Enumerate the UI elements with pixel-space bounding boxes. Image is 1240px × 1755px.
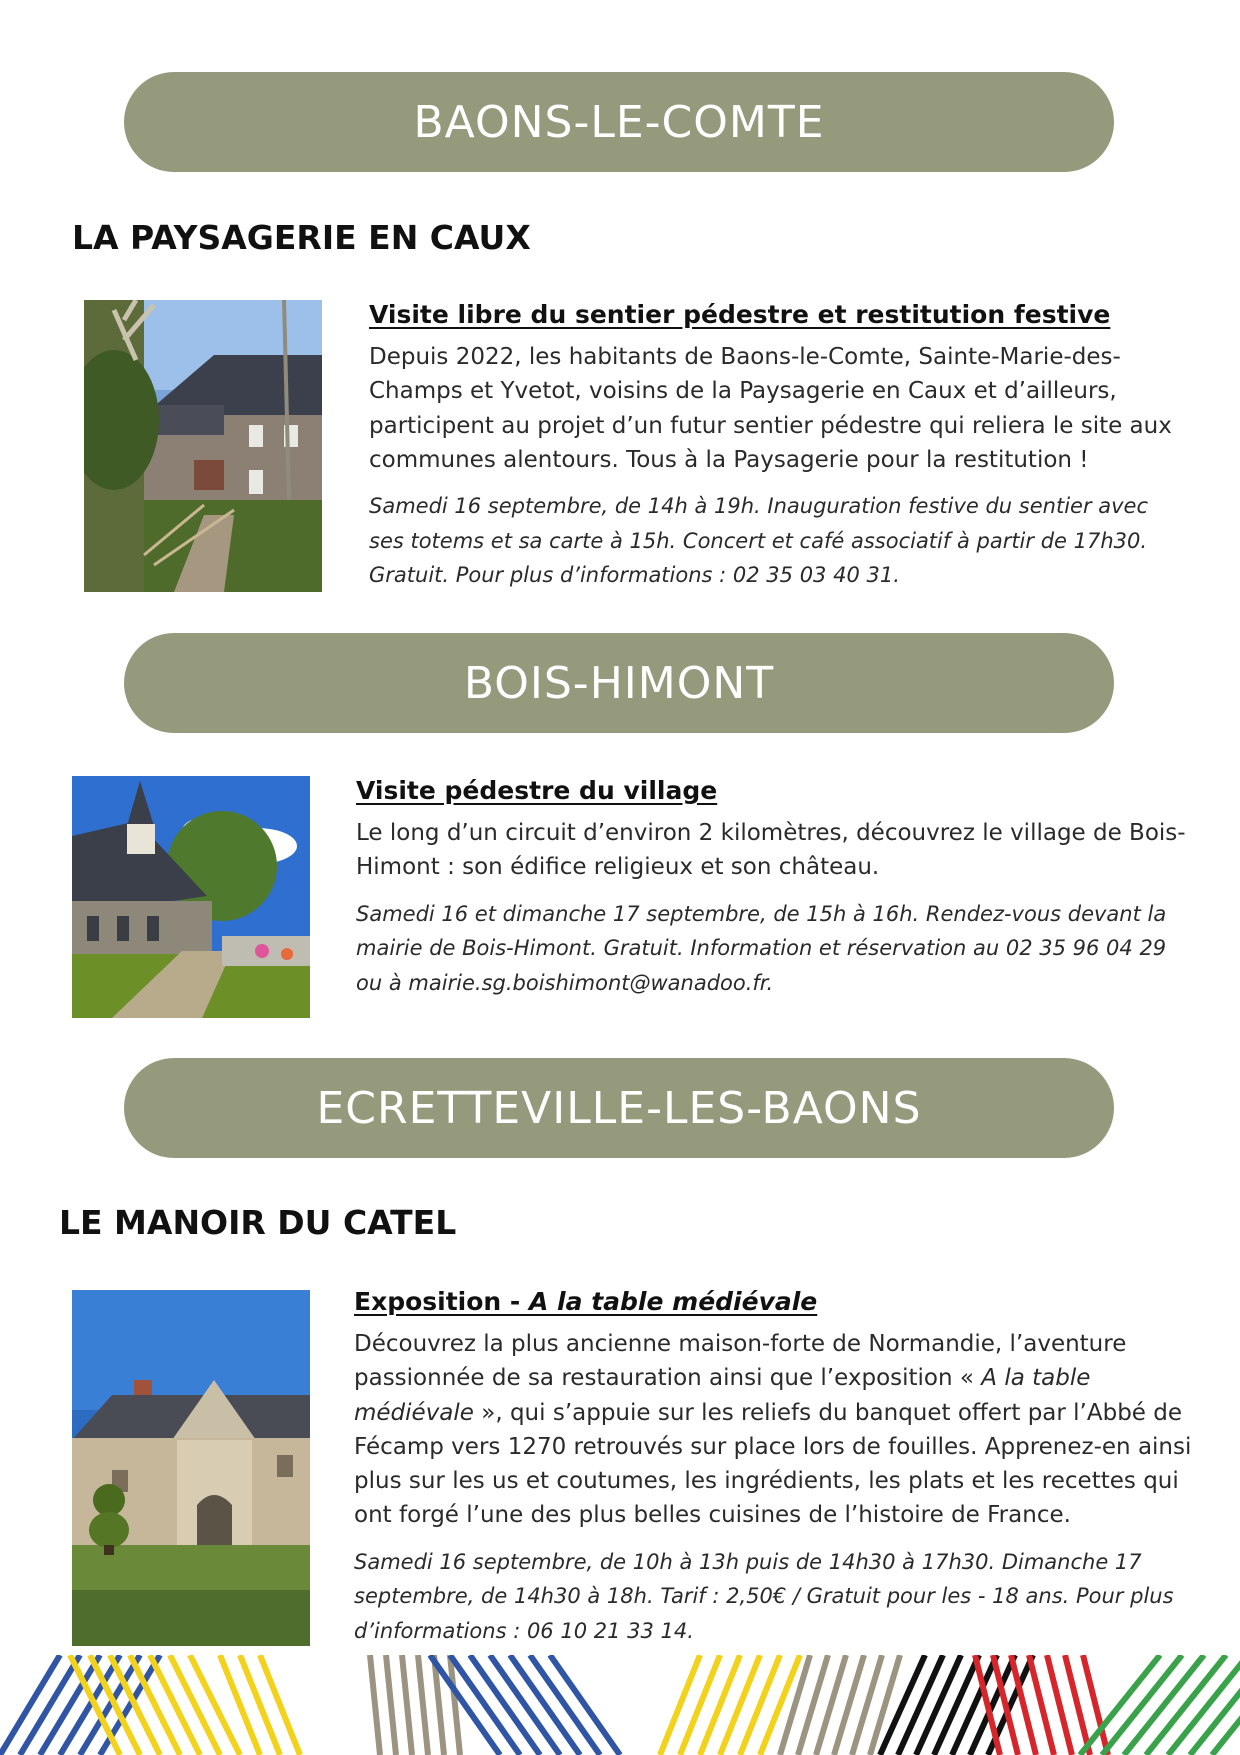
- event-info: Samedi 16 septembre, de 10h à 13h puis de 14h30 à 17h30. Dimanche 17 septembre, de 14h30 à 18h. Tarif : 2,50€ / Gratuit pour les - 18 ans. Pour plus d’informations : 06 10 21 33 14.: [354, 1549, 1174, 1643]
- stripe-line: [1146, 1655, 1226, 1755]
- event-title: [354, 1285, 1194, 1319]
- event-title-italic: A la table médiévale: [529, 1287, 818, 1316]
- town-name: BOIS-HIMONT: [463, 657, 775, 709]
- event-info: Samedi 16 et dimanche 17 septembre, de 15h à 16h. Rendez-vous devant la mairie de Bois-Himont. Gratuit. Information et réservation au 02 35 96 04 29 ou à mairie.sg.boishimont@wanadoo.fr.: [356, 901, 1167, 995]
- stripe-line: [1102, 1655, 1182, 1755]
- section-banner-bois-himont: [124, 633, 1114, 733]
- event-description: Le long d’un circuit d’environ 2 kilomètres, découvrez le village de Bois-Himont : son édifice religieux et son château.: [356, 820, 1186, 881]
- stripe-line: [1124, 1655, 1204, 1755]
- stripe-line: [386, 1655, 396, 1755]
- event-block: [354, 1285, 1194, 1648]
- stripe-line: [418, 1655, 428, 1755]
- desc-italic: A la table médiévale: [354, 1365, 1091, 1426]
- event-info: Samedi 16 septembre, de 14h à 19h. Inauguration festive du sentier avec ses totems et sa carte à 15h. Concert et café associatif à partir de 17h30. Gratuit. Pour plus d’informations : 02 35 03 40 31.: [369, 494, 1149, 588]
- decorative-stripes: [0, 1655, 1240, 1755]
- stripe-line: [700, 1655, 740, 1755]
- section-banner-ecretteville-les-baons: [124, 1058, 1114, 1158]
- stripe-line: [490, 1655, 560, 1755]
- stripe-line: [370, 1655, 380, 1755]
- stripe-line: [740, 1655, 780, 1755]
- town-name: BAONS-LE-COMTE: [413, 96, 825, 148]
- event-block: [369, 298, 1189, 593]
- event-title: Visite libre du sentier pédestre et restitution festive: [369, 300, 1111, 329]
- stripe-line: [470, 1655, 540, 1755]
- event-description: [354, 1327, 1194, 1533]
- stripe-line: [1080, 1655, 1160, 1755]
- stripe-line: [720, 1655, 760, 1755]
- manoir-photo: [72, 1290, 310, 1646]
- event-title-prefix: Exposition -: [354, 1287, 529, 1316]
- stripe-line: [220, 1655, 260, 1755]
- desc-part1: Découvrez la plus ancienne maison-forte de Normandie, l’aventure passionnée de sa restauration ainsi que l’exposition «: [354, 1331, 1127, 1392]
- stripe-line: [510, 1655, 580, 1755]
- stripe-line: [550, 1655, 620, 1755]
- paysagerie-photo: [84, 300, 322, 592]
- town-name: ECRETTEVILLE-LES-BAONS: [316, 1082, 922, 1134]
- stripe-line: [260, 1655, 300, 1755]
- bois-himont-photo: [72, 776, 310, 1018]
- site-title: LE MANOIR DU CATEL: [59, 1203, 457, 1242]
- stripe-line: [680, 1655, 720, 1755]
- desc-part2: », qui s’appuie sur les reliefs du banquet offert par l’Abbé de Fécamp vers 1270 retrouvés sur place lors de fouilles. Apprenez-en ainsi plus sur les us et coutumes, les ingrédients, les plats et les recettes qui ont forgé l’une des plus belles cuisines de l’histoire de France.: [354, 1399, 1192, 1529]
- site-title: LA PAYSAGERIE EN CAUX: [72, 218, 531, 257]
- event-block: [356, 774, 1186, 1000]
- stripe-line: [402, 1655, 412, 1755]
- event-description: Depuis 2022, les habitants de Baons-le-Comte, Sainte-Marie-des-Champs et Yvetot, voisins de la Paysagerie en Caux et d’ailleurs, participent au projet d’un futur sentier pédestre qui reliera le site aux communes alentours. Tous à la Paysagerie pour la restitution !: [369, 344, 1172, 473]
- stripe-line: [240, 1655, 280, 1755]
- event-title: Visite pédestre du village: [356, 776, 718, 805]
- stripe-line: [660, 1655, 700, 1755]
- stripe-line: [530, 1655, 600, 1755]
- section-banner-baons-le-comte: [124, 72, 1114, 172]
